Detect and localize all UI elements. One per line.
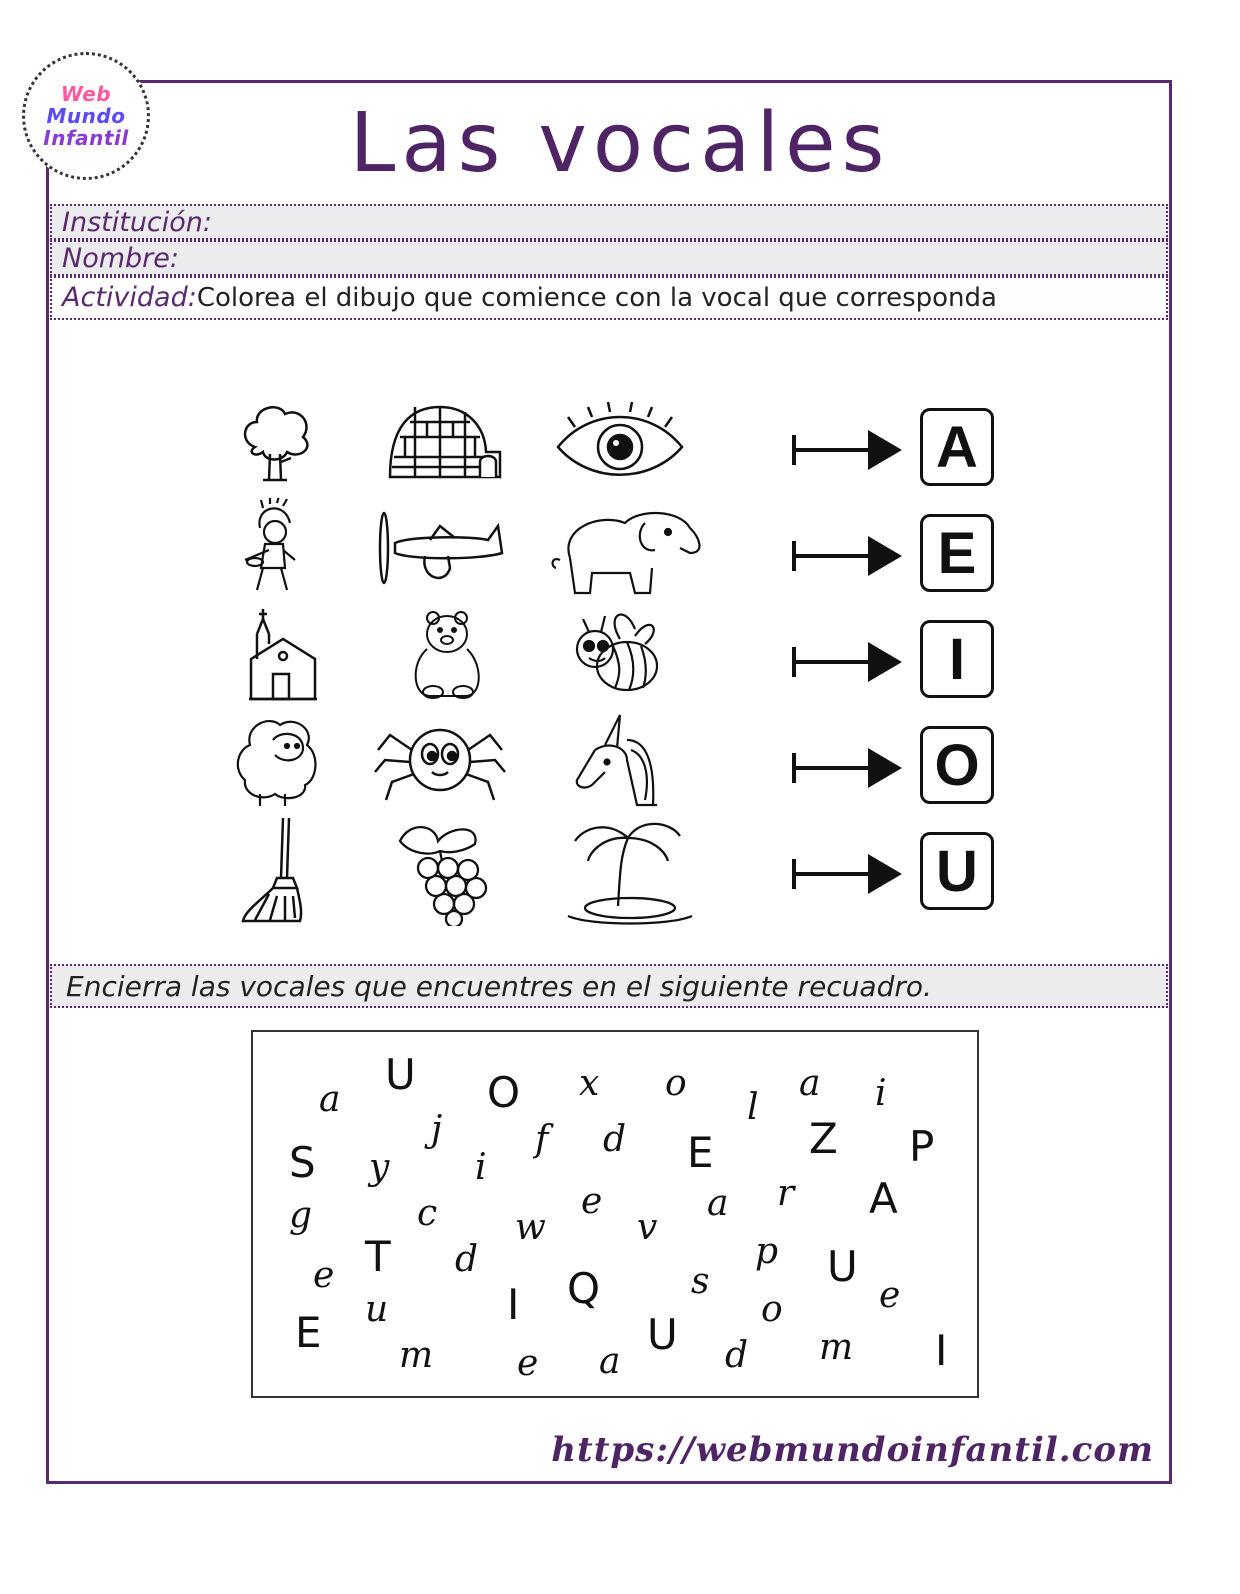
letter[interactable]: l [747,1087,759,1128]
letter[interactable]: e [581,1181,603,1222]
letter[interactable]: w [515,1207,546,1248]
actividad-value: Colorea el dibujo que comience con la vocal que corresponda [196,283,997,313]
letter[interactable]: i [475,1147,487,1188]
island-icon[interactable] [560,816,700,926]
letter[interactable]: d [455,1239,479,1280]
letter[interactable]: v [637,1207,658,1248]
letter[interactable]: f [535,1119,549,1160]
letter[interactable]: e [517,1343,539,1384]
letter[interactable]: I [935,1326,948,1375]
letter[interactable]: d [603,1119,627,1160]
letter[interactable]: c [417,1193,438,1234]
letter[interactable]: Q [567,1264,601,1313]
vowel-box-i: I [920,620,994,698]
arrow-right-icon [790,425,905,475]
letter[interactable]: e [879,1275,901,1316]
letter[interactable]: d [725,1335,749,1376]
church-icon[interactable] [220,604,330,704]
instruction-circle-vowels: Encierra las vocales que encuentres en el siguiente recuadro. [50,964,1168,1008]
letter[interactable]: o [665,1063,687,1104]
letter[interactable]: Z [809,1114,838,1163]
website-url[interactable]: https://webmundoinfantil.com [551,1430,1154,1470]
grapes-icon[interactable] [380,816,510,926]
web-mundo-infantil-logo [22,52,150,180]
spider-icon[interactable] [370,710,510,810]
letter[interactable]: E [687,1128,714,1177]
institucion-label: Institución: [62,207,213,238]
broom-icon[interactable] [220,816,330,926]
native-boy-icon[interactable] [220,498,330,598]
nombre-field[interactable] [50,240,1168,276]
letter[interactable]: E [295,1308,322,1357]
picture-grid [220,392,740,932]
letter[interactable]: m [399,1335,434,1376]
bear-icon[interactable] [390,604,500,704]
tree-icon[interactable] [220,392,330,492]
vowel-box-e: E [920,514,994,592]
letter[interactable]: a [599,1341,621,1382]
logo-line-3: Infantil [43,126,129,150]
letter[interactable]: r [777,1173,795,1214]
page-title: Las vocales [349,96,891,191]
letter[interactable]: I [507,1280,520,1329]
letter[interactable]: p [755,1231,779,1272]
letter[interactable]: a [707,1183,729,1224]
eye-icon[interactable] [550,392,690,492]
unicorn-icon[interactable] [560,710,670,810]
letter[interactable]: a [799,1063,821,1104]
letter[interactable]: A [869,1174,898,1223]
airplane-icon[interactable] [370,498,510,598]
letter[interactable]: u [365,1289,389,1330]
arrow-right-icon [790,743,905,793]
letter[interactable]: m [819,1327,854,1368]
igloo-icon[interactable] [380,392,510,492]
letter[interactable]: i [875,1073,887,1114]
letter[interactable]: P [909,1122,935,1171]
letters-box [251,1030,979,1398]
elephant-icon[interactable] [540,498,710,598]
vowel-box-o: O [920,726,994,804]
actividad-label: Actividad: [62,282,197,313]
letter[interactable]: O [487,1068,521,1117]
letter[interactable]: a [319,1079,341,1120]
letter[interactable]: U [647,1310,678,1359]
arrow-right-icon [790,849,905,899]
letter[interactable]: U [385,1050,416,1099]
vowel-box-u: U [920,832,994,910]
letter[interactable]: e [313,1255,335,1296]
logo-line-2: Mundo [46,104,126,128]
letter[interactable]: x [579,1063,600,1104]
nombre-label: Nombre: [62,243,179,274]
letter[interactable]: T [365,1232,391,1281]
letter[interactable]: g [289,1195,313,1236]
letter[interactable]: S [289,1138,316,1187]
logo-line-1: Web [60,82,112,106]
bee-icon[interactable] [560,604,670,704]
letter[interactable]: y [369,1147,390,1188]
letter[interactable]: o [761,1289,783,1330]
institucion-field[interactable] [50,204,1168,240]
arrow-right-icon [790,637,905,687]
vowel-box-a: A [920,408,994,486]
sheep-icon[interactable] [220,710,330,810]
actividad-field [50,276,1168,320]
letter[interactable]: j [431,1109,443,1150]
arrow-right-icon [790,531,905,581]
letter[interactable]: U [827,1242,858,1291]
letter[interactable]: s [691,1261,710,1302]
